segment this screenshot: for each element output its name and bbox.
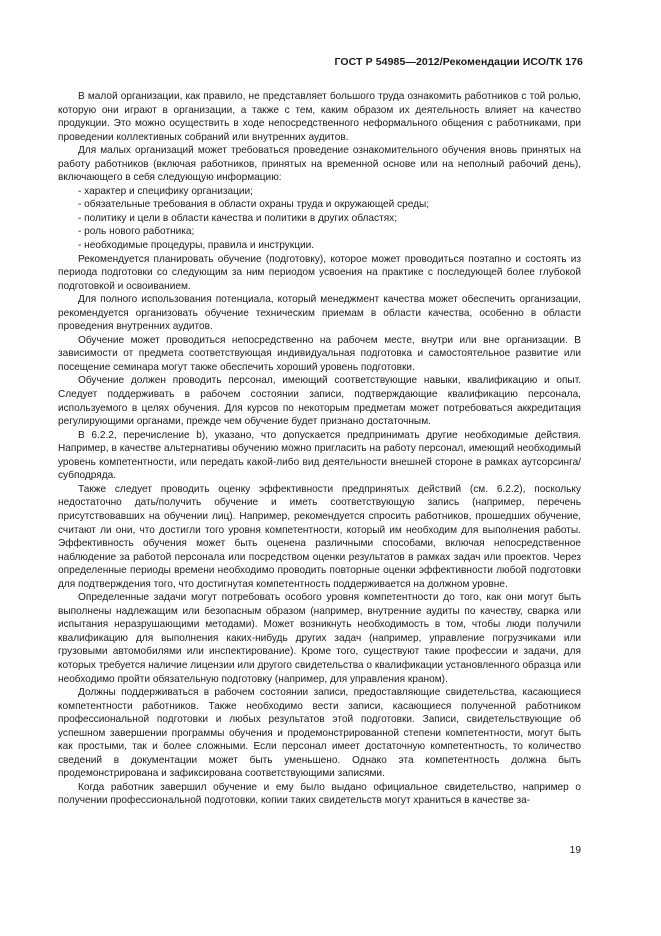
paragraph: Обучение должен проводить персонал, имеющий соответствующие навыки, квалификацию и опыт. Следует поддерживать в рабочем состоянии записи, подтверждающие квалификацию персонала, используемого в целях обучения. Для курсов по некоторым предметам может потребоваться аккредитация регулирующими органами, прежде чем обучение будет признано достаточным. bbox=[58, 375, 581, 428]
paragraph: В малой организации, как правило, не представляет большого труда ознакомить работников с той ролью, которую они играют в организации, а также с тем, каким образом их деятельность влияет на качество продукции. Это можно осуществить в ходе непосредственного неформального общения с работниками, при проведении коллективных собраний или внутренних аудитов. bbox=[58, 91, 581, 143]
list-item: - необходимые процедуры, правила и инструкции. bbox=[78, 240, 315, 252]
list-item: - характер и специфику организации; bbox=[78, 185, 253, 197]
list-item: - политику и цели в области качества и политики в других областях; bbox=[78, 212, 398, 224]
paragraph: В 6.2.2, перечисление b), указано, что допускается предпринимать другие необходимые действия. Например, в качестве альтернативы обучению можно пригласить на работу персонал, имеющий необходимый уровень компетентности, или передать какой-либо вид деятельности внешней стороне в рамках аутсорсинга/субподряда. bbox=[58, 429, 581, 482]
list-item: - роль нового работника; bbox=[78, 226, 195, 238]
paragraph: Для полного использования потенциала, который менеджмент качества может обеспечить организации, рекомендуется организовать обучение техническим приемам в области качества, особенно в области проведения внутренних аудитов. bbox=[58, 294, 581, 333]
page-number: 19 bbox=[569, 845, 581, 856]
paragraph: Когда работник завершил обучение и ему было выдано официальное свидетельство, например о получении профессиональной подготовки, копии таких свидетельств могут храниться в качестве за- bbox=[58, 781, 581, 807]
list-item: - обязательные требования в области охраны труда и окружающей среды; bbox=[78, 199, 430, 211]
document-header: ГОСТ Р 54985—2012/Рекомендации ИСО/ТК 176 bbox=[334, 56, 583, 68]
paragraph: Рекомендуется планировать обучение (подготовку), которое может проводиться поэтапно и состоять из периода подготовки со следующим за ним периодом усвоения на практике с последующей более глубокой подготовкой и освоиванием. bbox=[58, 253, 581, 292]
paragraph: Определенные задачи могут потребовать особого уровня компетентности до того, как они могут быть выполнены надлежащим или безопасным образом (например, внутренние аудиты по качеству, сварка или испытания неразрушающими методами). Может возникнуть необходимость в том, чтобы люди получили квалификацию для выполнения каких-нибудь других задач (например, управление погрузчиками или грузовыми автомобилями или инспектирование). Кроме того, существуют такие профессии и задачи, для которых требуется наличие лицензии или другого свидетельства о квалификации установленного образца или необходимо пройти обязательную подготовку (например, для управления краном). bbox=[58, 592, 581, 685]
paragraph: Должны поддерживаться в рабочем состоянии записи, предоставляющие свидетельства, касающиеся компетентности работников. Также необходимо вести записи, касающиеся полученной работником профессиональной подготовки и любых результатов этой подготовки. Записи, свидетельствующие об успешном завершении программы обучения и продемонстрированной степени компетентности, могут быть как простыми, так и более сложными. Если персонал имеет достаточную компетентность, то количество сведений в документации может быть уменьшено. Однако эта компетентность должна быть продемонстрирована и зафиксирована соответствующими записями. bbox=[58, 687, 581, 780]
requirements-list bbox=[58, 185, 581, 253]
paragraph: Для малых организаций может требоваться проведение ознакомительного обучения вновь принятых на работу работников (включая работников, принятых на временной основе или на неполный рабочий день), включающего в себя следующую информацию: bbox=[58, 145, 581, 184]
document-body bbox=[58, 90, 581, 808]
paragraph: Также следует проводить оценку эффективности предпринятых действий (см. 6.2.2), поскольку недостаточно дать/получить обучение и иметь соответствующую запись (например, перечень присутствовавших на обучении лиц). Например, рекомендуется спросить работников, прошедших обучение, считают ли они, что достигли того уровня компетентности, который им необходим для выполнения работы. Эффективность обучения может быть оценена различными способами, включая непосредственное наблюдение за работой персонала или посредством оценки результатов в рамках задач или проектов. Через определенные периоды времени необходимо проводить повторные оценки эффективности любой подготовки для подтверждения того, что достигнутая компетентность поддерживается на должном уровне. bbox=[58, 483, 581, 590]
paragraph: Обучение может проводиться непосредственно на рабочем месте, внутри или вне организации. В зависимости от предмета соответствующая индивидуальная подготовка и самостоятельное развитие или посещение семинара могут также обеспечить хороший уровень подготовки. bbox=[58, 334, 581, 373]
